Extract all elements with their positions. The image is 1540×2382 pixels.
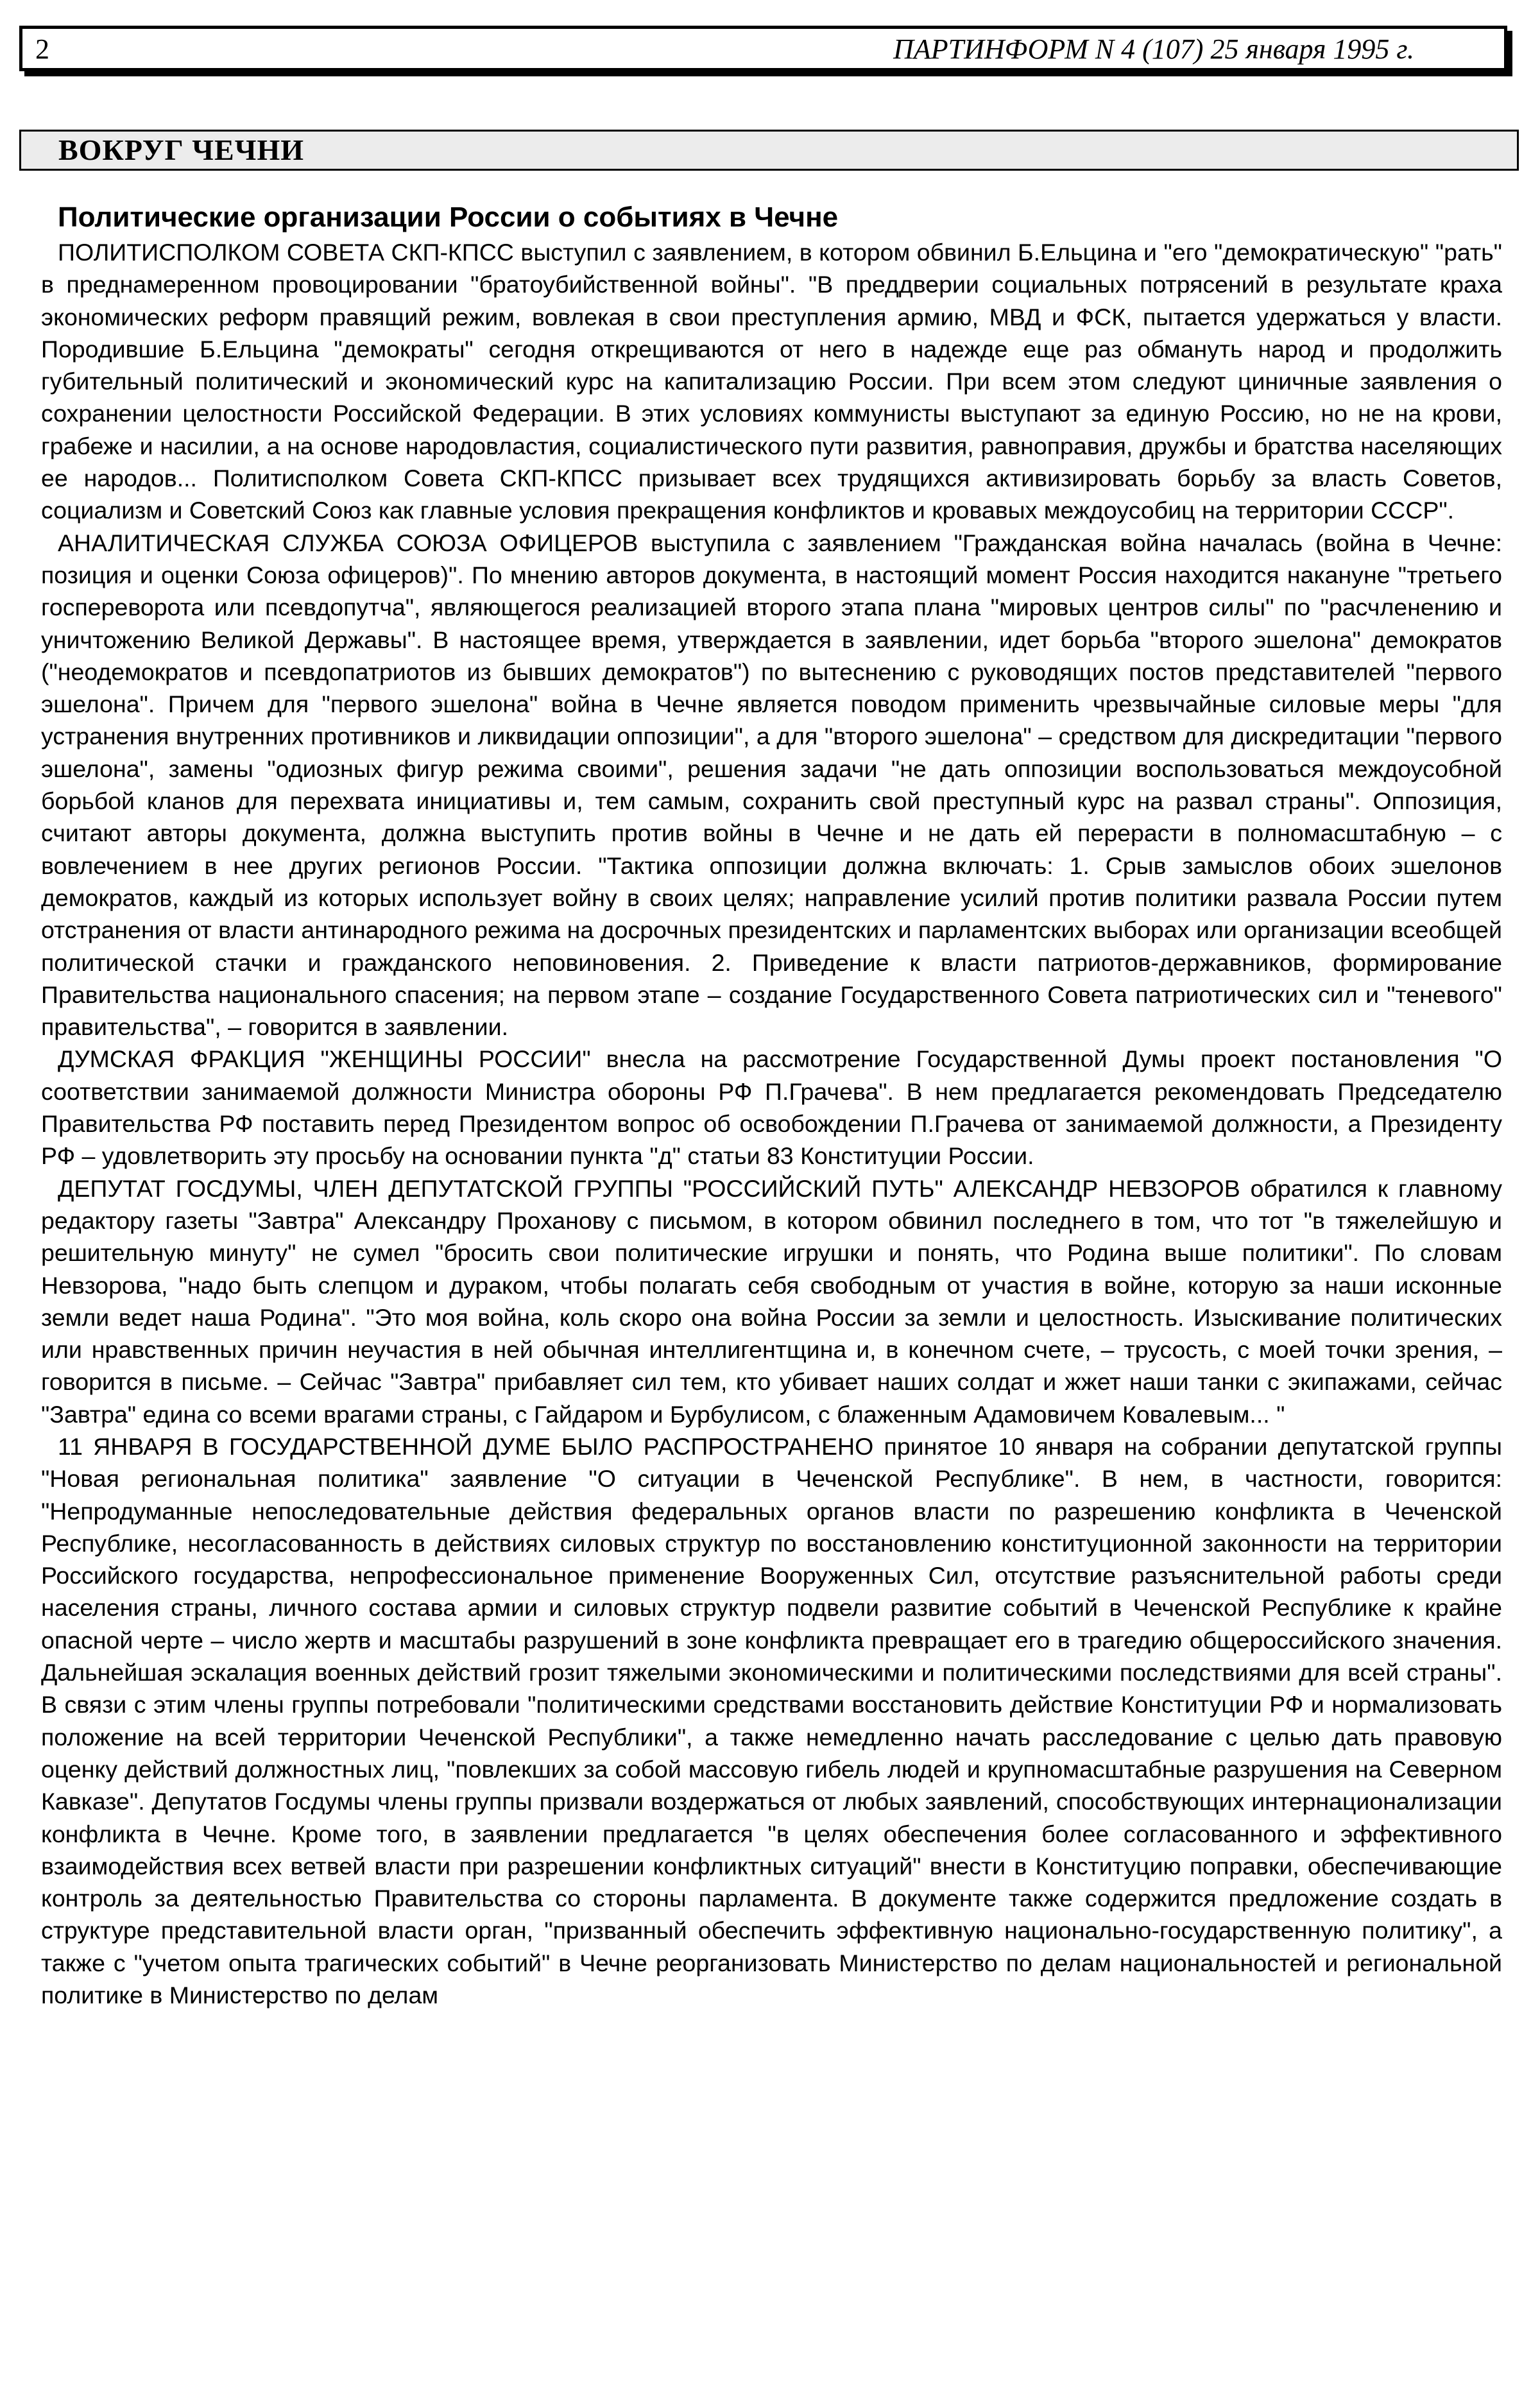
masthead: ПАРТИНФОРМ N 4 (107) 25 января 1995 г. bbox=[893, 33, 1414, 65]
page-number: 2 bbox=[35, 33, 49, 65]
article-title: Политические организации России о событиях в Чечне bbox=[58, 201, 839, 233]
page-header bbox=[19, 26, 1507, 71]
article bbox=[41, 201, 1502, 2011]
paragraph-nevzorov: ДЕПУТАТ ГОСДУМЫ, ЧЛЕН ДЕПУТАТСКОЙ ГРУППЫ "РОССИЙСКИЙ ПУТЬ" АЛЕКСАНДР НЕВЗОРОВ обратился к главному редактору газеты "Завтра" Александру Проханову с письмом, в котором обвинил последнего в том, что тот "в тяжелейшую и решительную минуту" не сумел "бросить свои политические игрушки и понять, что Родина выше политики". По словам Невзорова, "надо быть слепцом и дураком, чтобы полагать себя свободным от участия в войне, которую за наши исконные земли ведет наша Родина". "Это моя война, коль скоро она война России за земли и целостность. Изыскивание политических или нравственных причин неучастия в ней обычная интеллигентщина и, в конечном счете, – трусость, с моей точки зрения, – говорится в письме. – Сейчас "Завтра" прибавляет сил тем, кто убивает наших солдат и жжет наши танки с экипажами, сейчас "Завтра" едина со всеми врагами страны, с Гайдаром и Бурбулисом, с блаженным Адамовичем Ковалевым... " bbox=[41, 1174, 1502, 1428]
paragraph-officers-union: АНАЛИТИЧЕСКАЯ СЛУЖБА СОЮЗА ОФИЦЕРОВ выступила с заявлением "Гражданская война началась (война в Чечне: позиция и оценки Союза офицеров)". По мнению авторов документа, в настоящий момент Россия находится накануне "третьего госпереворота или псевдопутча", являющегося реализацией второго этапа плана "мировых центров силы" по "расчленению и уничтожению Великой Державы". В настоящее время, утверждается в заявлении, идет борьба "второго эшелона" демократов ("неодемократов и псевдопатриотов из бывших демократов") по вытеснению с руководящих постов представителей "первого эшелона". Причем для "первого эшелона" война в Чечне является поводом применить чрезвычайные силовые меры "для устранения внутренних противников и ликвидации оппозиции", а для "второго эшелона" – средством для дискредитации "первого эшелона", замены "одиозных фигур режима своими", решения задачи "не дать оппозиции воспользоваться междоусобной борьбой кланов для перехвата инициативы и, тем самым, сохранить свой преступный курс на развал страны". Оппозиция, считают авторы документа, должна выступить против войны в Чечне и не дать ей перерасти в полномасштабную – с вовлечением в нее других регионов России. "Тактика оппозиции должна включать: 1. Срыв замыслов обоих эшелонов демократов, каждый из которых использует войну в своих целях; направление усилий против политики развала России путем отстранения от власти антинародного режима на досрочных президентских и парламентских выборах или организации всеобщей политической стачки и гражданского неповиновения. 2. Приведение к власти патриотов-державников, формирование Правительства национального спасения; на первом этапе – создание Государственного Совета патриотических сил и "теневого" правительства", – говорится в заявлении. bbox=[41, 529, 1502, 1041]
paragraph-women-of-russia: ДУМСКАЯ ФРАКЦИЯ "ЖЕНЩИНЫ РОССИИ" внесла на рассмотрение Государственной Думы проект постановления "О соответствии занимаемой должности Министра обороны РФ П.Грачева". В нем предлагается рекомендовать Председателю Правительства РФ поставить перед Президентом вопрос об освобождении П.Грачева от занимаемой должности, а Президенту РФ – удовлетворить эту просьбу на основании пункта "д" статьи 83 Конституции России. bbox=[41, 1045, 1502, 1170]
section-title: ВОКРУГ ЧЕЧНИ bbox=[58, 133, 305, 166]
paragraph-regional-policy: 11 ЯНВАРЯ В ГОСУДАРСТВЕННОЙ ДУМЕ БЫЛО РАСПРОСТРАНЕНО принятое 10 января на собрании депутатской группы "Новая региональная политика" заявление "О ситуации в Чеченской Республике". В нем, в частности, говорится: "Непродуманные непоследовательные действия федеральных органов власти по разрешению конфликта в Чеченской Республике, несогласованность в действиях силовых структур по восстановлению конституционной законности на территории Российского государства, непрофессиональное применение Вооруженных Сил, отсутствие разъяснительной работы среди населения страны, личного состава армии и силовых структур подвели развитие событий в Чеченской Республике к крайне опасной черте – число жертв и масштабы разрушений в зоне конфликта превращает его в трагедию общероссийского значения. Дальнейшая эскалация военных действий грозит тяжелыми экономическими и политическими последствиями для всей страны". В связи с этим члены группы потребовали "политическими средствами восстановить действие Конституции РФ и нормализовать положение на всей территории Чеченской Республики", а также немедленно начать расследование с целью дать правовую оценку действий должностных лиц, "повлекших за собой массовую гибель людей и крупномасштабные разрушения на Северном Кавказе". Депутатов Госдумы члены группы призвали воздержаться от любых заявлений, способствующих интернационализации конфликта в Чечне. Кроме того, в заявлении предлагается "в целях обеспечения более согласованного и эффективного взаимодействия всех ветвей власти при разрешении конфликтных ситуаций" внести в Конституцию поправки, обеспечивающие контроль за деятельностью Правительства со стороны парламента. В документе также содержится предложение создать в структуре представительной власти орган, "призванный обеспечить эффективную национально-государственную политику", а также с "учетом опыта трагических событий" в Чечне реорганизовать Министерство по делам национальностей и региональной политике в Министерство по делам bbox=[41, 1432, 1502, 2009]
section-band bbox=[19, 130, 1519, 171]
paragraph-skp-kpss: ПОЛИТИСПОЛКОМ СОВЕТА СКП-КПСС выступил с заявлением, в котором обвинил Б.Ельцина и "его "демократическую" "рать" в преднамеренном провоцировании "братоубийственной войны". "В преддверии социальных потрясений в результате краха экономических реформ правящий режим, вовлекая в свои преступления армию, МВД и ФСК, пытается удержаться у власти. Породившие Б.Ельцина "демократы" сегодня открещиваются от него в надежде еще раз обмануть народ и продолжить губительный политический и экономический курс на капитализацию России. При всем этом следуют циничные заявления о сохранении целостности Российской Федерации. В этих условиях коммунисты выступают за единую Россию, но не на крови, грабеже и насилии, а на основе народовластия, социалистического пути развития, равноправия, дружбы и братства населяющих ее народов... Политисполком Совета СКП-КПСС призывает всех трудящихся активизировать борьбу за власть Советов, социализм и Советский Союз как главные условия прекращения конфликтов и кровавых междоусобиц на территории СССР". bbox=[41, 239, 1502, 524]
